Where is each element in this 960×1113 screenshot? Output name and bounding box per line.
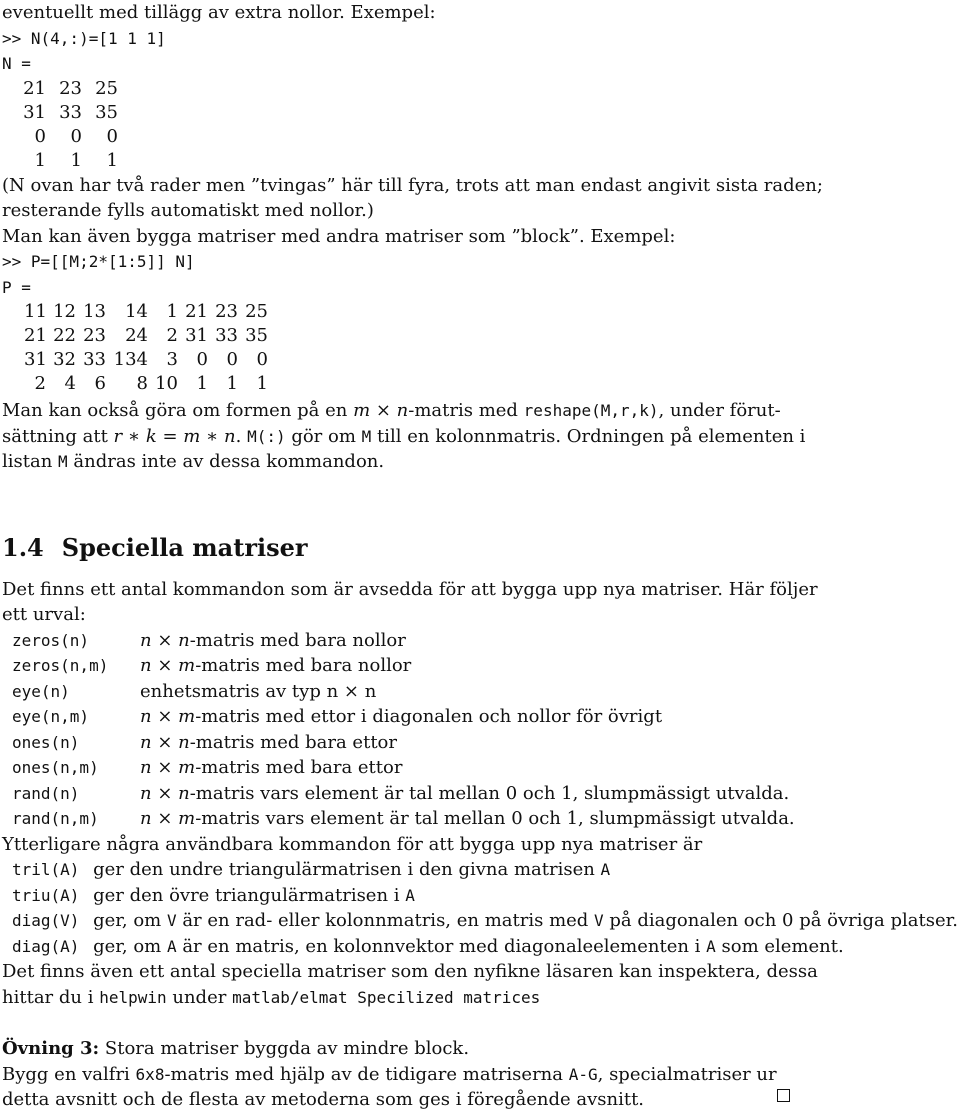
text: , specialmatriser ur xyxy=(597,1063,777,1085)
text: hittar du i xyxy=(2,986,100,1008)
matrix-cell: 23 xyxy=(59,77,82,99)
inline-code: A xyxy=(166,936,177,956)
matrix-cell: 23 xyxy=(215,301,238,322)
more-command-row xyxy=(2,934,958,960)
matrix-row xyxy=(24,300,958,324)
command-name: triu(A) xyxy=(12,885,80,905)
block-sentence: Man kan även bygga matriser med andra matriser som ”block”. Exempel: xyxy=(2,225,676,247)
matrix-row xyxy=(24,372,958,396)
matrix-cell: 32 xyxy=(53,349,76,370)
exercise-title: Stora matriser byggda av mindre block. xyxy=(99,1038,470,1059)
matrix-cell: 1 xyxy=(226,373,238,394)
matrix-cell: 33 xyxy=(83,349,106,370)
command-name: rand(n) xyxy=(12,783,80,803)
text: ger den övre triangulärmatrisen i xyxy=(93,884,406,906)
section-intro-1: Det finns ett antal kommandon som är avsedda för att bygga upp nya matriser. Här följer xyxy=(2,578,818,600)
matrix-cell: 0 xyxy=(256,349,268,370)
inline-code: helpwin xyxy=(99,987,167,1007)
text: sättning att xyxy=(2,425,114,447)
command-name: zeros(n) xyxy=(12,630,90,650)
text: , under förut- xyxy=(658,400,781,421)
special-command-row xyxy=(2,653,795,679)
command-name: zeros(n,m) xyxy=(12,656,109,675)
special-command-row xyxy=(2,704,795,730)
section-heading xyxy=(2,533,958,563)
matrix-row xyxy=(10,101,958,125)
matrix-cell: 31 xyxy=(185,325,208,346)
more-command-row xyxy=(2,908,958,934)
matrix-cell: 1 xyxy=(70,149,82,171)
matrix-cell: 12 xyxy=(53,301,76,322)
matrix-cell: 0 xyxy=(70,125,82,147)
intro-line: eventuellt med tillägg av extra nollor. Exempel: xyxy=(2,2,436,23)
matrix-cell: 35 xyxy=(95,101,118,123)
command-name: eye(n,m) xyxy=(12,707,90,726)
text: är en matris, en kolonnvektor med diagonaleelementen i xyxy=(176,935,707,957)
text: ger, om xyxy=(93,910,167,931)
more-commands-table xyxy=(2,857,958,959)
command-name: ones(n) xyxy=(12,732,80,752)
command-desc: -matris med bara nollor xyxy=(189,629,406,651)
inline-code: matlab/elmat Specilized matrices xyxy=(232,987,541,1007)
matrix-n xyxy=(10,77,958,173)
inline-code: A xyxy=(706,936,716,956)
paren-note-2: resterande fylls automatiskt med nollor.) xyxy=(2,200,374,221)
matrix-cell: 10 xyxy=(155,373,178,394)
matrix-cell: 1 xyxy=(106,149,118,171)
matrix-cell: 1 xyxy=(256,373,268,394)
matrix-cell: 25 xyxy=(95,77,118,99)
special-command-row xyxy=(2,628,795,654)
special-command-row xyxy=(2,730,795,756)
matrix-p-label: P = xyxy=(2,277,31,297)
inline-code: M xyxy=(58,452,68,471)
matrix-n-label: N = xyxy=(2,54,31,73)
matrix-row xyxy=(24,324,958,348)
special-command-row xyxy=(2,781,795,807)
matrix-cell: 1 xyxy=(196,373,208,394)
inline-code: M xyxy=(361,426,372,446)
matrix-cell: 21 xyxy=(24,325,47,346)
text: Man kan också göra om formen på en xyxy=(2,400,354,421)
command-name: rand(n,m) xyxy=(12,809,99,828)
helpwin-line-1: Det finns även ett antal speciella matriser som den nyfikne läsaren kan inspektera, dessa xyxy=(2,961,818,982)
matrix-cell: 134 xyxy=(113,349,148,370)
text: till en kolonnmatris. Ordningen på elementen i xyxy=(371,425,806,447)
special-commands-table xyxy=(2,628,795,832)
inline-code: 6x8 xyxy=(135,1064,165,1084)
exercise-line-2: detta avsnitt och de flesta av metoderna som ges i föregående avsnitt. xyxy=(2,1089,645,1110)
more-command-row xyxy=(2,857,958,883)
math: r ∗ k = m ∗ n xyxy=(113,425,236,447)
section-number: 1.4 xyxy=(2,532,44,562)
code-cmd-p: >> P=[[M;2*[1:5]] N] xyxy=(2,252,195,271)
more-commands-intro: Ytterligare några användbara kommandon för att bygga upp nya matriser är xyxy=(2,833,703,855)
matrix-cell: 33 xyxy=(59,101,82,123)
matrix-cell: 1 xyxy=(34,149,46,171)
matrix-cell: 13 xyxy=(83,301,106,322)
special-command-row xyxy=(2,679,795,705)
matrix-cell: 1 xyxy=(166,301,178,322)
command-desc: -matris vars element är tal mellan 0 och 1, slumpmässigt utvalda. xyxy=(189,782,790,804)
command-desc: -matris med bara ettor xyxy=(189,731,397,753)
math: n × m xyxy=(140,706,196,727)
text: ändras inte av dessa kommandon. xyxy=(67,451,385,472)
matrix-cell: 11 xyxy=(24,301,47,322)
code-cmd-n: >> N(4,:)=[1 1 1] xyxy=(2,28,166,48)
exercise-block xyxy=(2,1036,958,1113)
matrix-cell: 0 xyxy=(106,125,118,147)
matrix-cell: 14 xyxy=(125,301,148,322)
matrix-cell: 0 xyxy=(196,349,208,370)
text: som element. xyxy=(715,935,844,957)
matrix-cell: 3 xyxy=(166,349,178,370)
text: listan xyxy=(2,451,59,472)
matrix-cell: 24 xyxy=(125,325,148,346)
text: gör om xyxy=(285,425,362,447)
math: n × n xyxy=(140,731,190,753)
text: under xyxy=(166,986,233,1008)
math: m × n xyxy=(353,400,409,421)
reshape-paragraph xyxy=(2,398,958,475)
text: -matris med xyxy=(408,400,524,421)
matrix-cell: 33 xyxy=(215,325,238,346)
matrix-cell: 8 xyxy=(136,373,148,394)
text: är en rad- eller kolonnmatris, en matris med xyxy=(176,910,595,931)
text: på diagonalen och 0 på övriga platser. xyxy=(603,910,958,931)
matrix-cell: 4 xyxy=(64,373,76,394)
matrix-cell: 31 xyxy=(24,349,47,370)
command-name: diag(A) xyxy=(12,936,80,956)
inline-code: V xyxy=(594,911,604,930)
exercise-label: Övning 3: xyxy=(2,1038,100,1059)
matrix-cell: 0 xyxy=(34,125,46,147)
qed-square-icon xyxy=(777,1089,790,1102)
matrix-row xyxy=(10,125,958,149)
inline-code: V xyxy=(166,911,177,930)
inline-code: A xyxy=(600,860,611,879)
inline-code: A xyxy=(405,885,415,905)
more-command-row xyxy=(2,883,958,909)
inline-code: reshape(M,r,k) xyxy=(523,401,659,420)
section-title: Speciella matriser xyxy=(61,532,308,562)
text: -matris med hjälp av de tidigare matriserna xyxy=(164,1063,569,1085)
matrix-cell: 35 xyxy=(245,325,268,346)
text: ger den undre triangulärmatrisen i den givna matrisen xyxy=(93,859,601,880)
matrix-cell: 22 xyxy=(53,325,76,346)
helpwin-line-2 xyxy=(2,985,958,1011)
math: n × n xyxy=(140,782,190,804)
text: . xyxy=(235,425,248,447)
math: n × m xyxy=(140,655,196,676)
matrix-row xyxy=(10,149,958,173)
paren-note-1: (N ovan har två rader men ”tvingas” här till fyra, trots att man endast angivit sista raden; xyxy=(2,174,823,196)
section-intro-2: ett urval: xyxy=(2,604,86,625)
text: ger, om xyxy=(93,935,167,957)
command-desc: -matris med bara nollor xyxy=(195,655,412,676)
math: n × n xyxy=(140,629,190,651)
special-command-row xyxy=(2,806,795,832)
command-desc: -matris med ettor i diagonalen och nollor för övrigt xyxy=(195,706,663,727)
matrix-cell: 23 xyxy=(83,325,106,346)
matrix-cell: 2 xyxy=(34,373,46,394)
command-desc: enhetsmatris av typ n × n xyxy=(140,680,377,702)
command-desc: -matris vars element är tal mellan 0 och 1, slumpmässigt utvalda. xyxy=(195,808,795,829)
matrix-p xyxy=(24,300,958,396)
special-command-row xyxy=(2,755,795,781)
math: n × m xyxy=(140,808,196,829)
inline-code: M(:) xyxy=(247,426,286,446)
matrix-cell: 31 xyxy=(23,101,46,123)
inline-code: A-G xyxy=(568,1064,598,1084)
matrix-cell: 25 xyxy=(245,301,268,322)
math: n × m xyxy=(140,757,196,778)
command-desc: -matris med bara ettor xyxy=(195,757,403,778)
matrix-row xyxy=(10,77,958,101)
command-name: tril(A) xyxy=(12,860,80,879)
command-name: ones(n,m) xyxy=(12,758,99,777)
matrix-cell: 2 xyxy=(166,325,178,346)
matrix-cell: 6 xyxy=(94,373,106,394)
command-name: diag(V) xyxy=(12,911,80,930)
matrix-cell: 21 xyxy=(185,301,208,322)
document-page xyxy=(2,0,958,1113)
matrix-cell: 21 xyxy=(23,77,46,99)
text: Bygg en valfri xyxy=(2,1063,136,1085)
matrix-cell: 0 xyxy=(226,349,238,370)
command-name: eye(n) xyxy=(12,681,70,701)
matrix-row xyxy=(24,348,958,372)
